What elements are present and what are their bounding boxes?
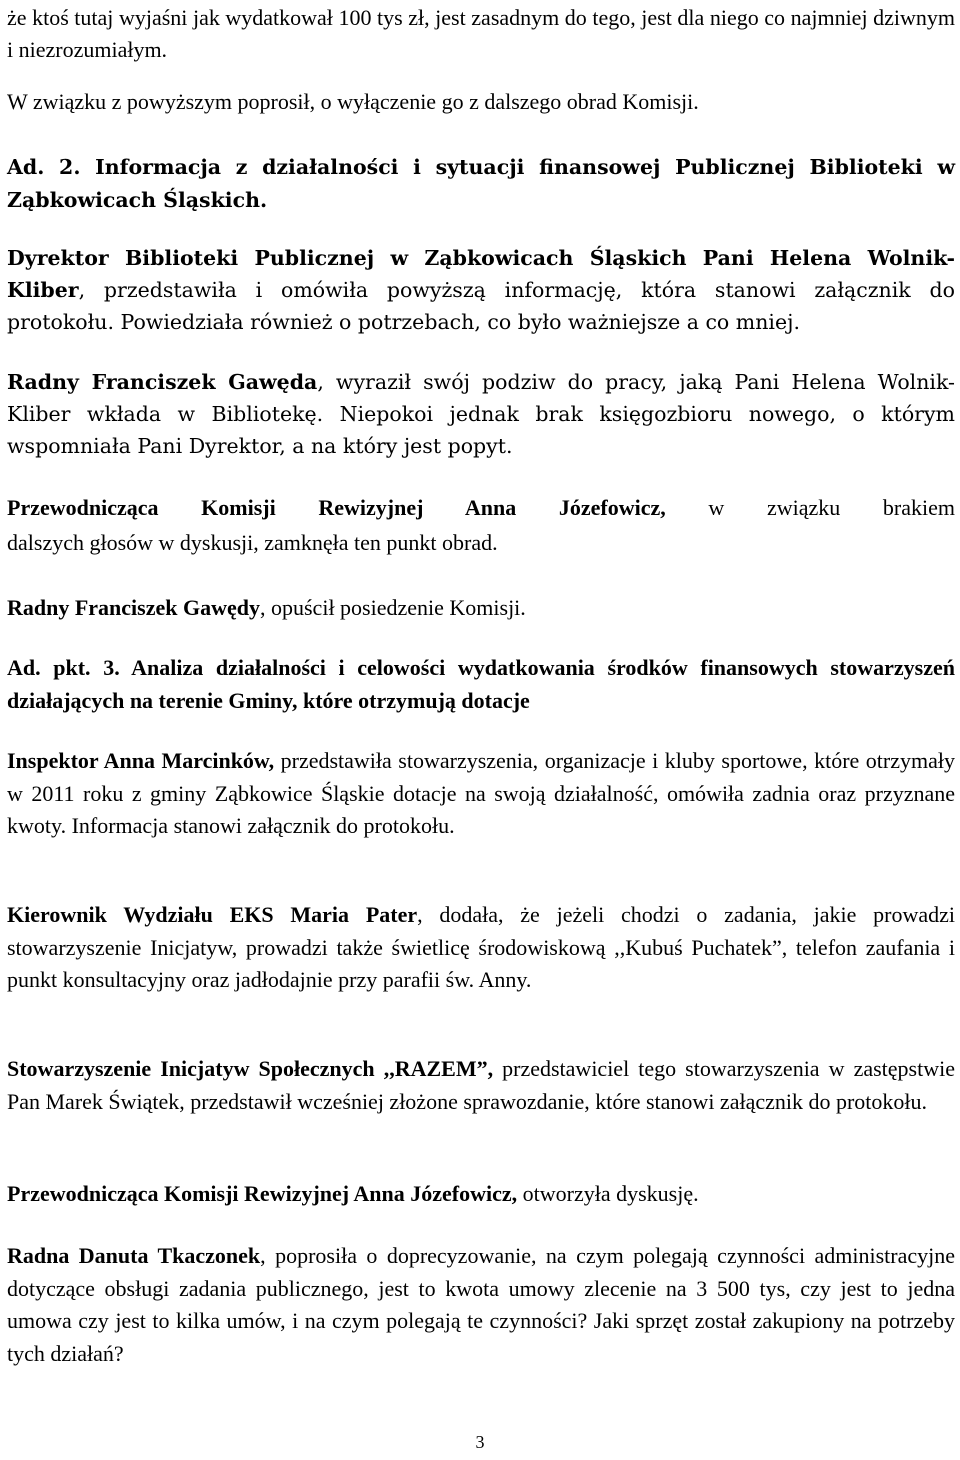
- speaker-name: Stowarzyszenie Inicjatyw Społecznych ,,RAZEM”,: [7, 1056, 494, 1081]
- paragraph-text: w związku brakiem: [665, 495, 955, 520]
- paragraph-text-tail: Niepokoi jednak brak księgozbioru nowego, o którym wspomniała Pani Dyrektor, a na który jest popyt.: [7, 402, 956, 458]
- heading-line-1: Ad. 2. Informacja z działalności i sytuacji finansowej Publicznej Biblioteki w: [7, 155, 955, 179]
- paragraph-text: , opuścił posiedzenie Komisji.: [260, 595, 526, 620]
- paragraph-text: że ktoś tutaj wyjaśni jak wydatkował 100 tys zł, jest zasadnym do tego, jest dla niego co najmniej dziwnym i niezrozumiałym.: [7, 5, 955, 62]
- speaker-name: Przewodnicząca Komisji Rewizyjnej Anna Józefowicz,: [7, 1181, 518, 1206]
- agenda-item-2-heading: [7, 151, 955, 216]
- paragraph-department-head: [7, 899, 955, 997]
- paragraph-chair-closing: [7, 490, 955, 560]
- agenda-item-3-heading: [7, 652, 955, 717]
- paragraph-text: , przedstawiła i omówiła powyższą informację, która stanowi załącznik do protokołu.: [7, 278, 955, 334]
- paragraph-text: , poprosiła o doprecyzowanie, na czym polegają czynności administracyjne dotyczące obsługi zadania publicznego, jest to kwota umowy zlecenie na 3 500 tys, czy jest to jedna umowa czy jest to kilka umów, i na czym polegają te czynności? Jaki sprzęt został zakupiony na potrzeby tych działań?: [7, 1243, 955, 1366]
- paragraph-text-tail: Powiedziała również o potrzebach, co było ważniejsze a co mniej.: [113, 310, 800, 334]
- paragraph-director-report: [7, 242, 955, 338]
- paragraph-continuation: [7, 2, 955, 66]
- paragraph-withdrawal: [7, 86, 955, 119]
- paragraph-line-2: dalszych głosów w dyskusji, zamknęła ten punkt obrad.: [7, 530, 498, 555]
- paragraph-text: przedstawiła stowarzyszenia, organizacje i kluby sportowe, które otrzymały w 2011 roku z gminy Ząbkowice Śląskie dotacje na swoją działalność, omówiła zadnia oraz przyznane kwoty. Informacja stanowi załącznik do protokołu.: [7, 748, 955, 838]
- paragraph-councillor-left: [7, 592, 955, 625]
- speaker-name: Radna Danuta Tkaczonek: [7, 1243, 261, 1268]
- paragraph-association-razem: [7, 1053, 955, 1118]
- paragraph-chair-opening: [7, 1178, 955, 1211]
- speaker-name: Radny Franciszek Gawęda: [7, 370, 318, 394]
- paragraph-text: otworzyła dyskusję.: [517, 1181, 699, 1206]
- speaker-name: Kierownik Wydziału EKS Maria Pater: [7, 902, 418, 927]
- speaker-name: Dyrektor Biblioteki Publicznej w Ząbkowicach Śląskich Pani Helena Wolnik-Kliber: [7, 246, 955, 302]
- paragraph-line-1: [7, 490, 955, 525]
- paragraph-text: , dodała, że jeżeli chodzi o zadania, jakie prowadzi stowarzyszenie Inicjatyw, prowadzi także świetlicę środowiskową ,,Kubuś Puchatek”, telefon zaufania i punkt konsultacyjny oraz jadłodajnie przy parafii św. Anny.: [7, 902, 955, 992]
- paragraph-text: W związku z powyższym poprosił, o wyłączenie go z dalszego obrad Komisji.: [7, 89, 699, 114]
- heading-text: Ad. pkt. 3. Analiza działalności i celowości wydatkowania środków finansowych stowarzyszeń działających na terenie Gminy, które otrzymują dotacje: [7, 655, 955, 713]
- paragraph-text: przedstawiciel tego stowarzyszenia w zastępstwie Pan Marek Świątek, przedstawił wcześniej złożone sprawozdanie, które stanowi załącznik do protokołu.: [7, 1056, 955, 1114]
- paragraph-text: , wyraził swój podziw do pracy, jaką Pani Helena Wolnik- Kliber wkłada w Bibliotekę.: [7, 370, 955, 426]
- paragraph-inspector-report: [7, 745, 955, 843]
- page-number: 3: [475, 1432, 485, 1452]
- paragraph-councillor-gaweda: [7, 366, 955, 462]
- speaker-name: Inspektor Anna Marcinków,: [7, 748, 275, 773]
- speaker-name: Radny Franciszek Gawędy: [7, 595, 260, 620]
- paragraph-councillor-tkaczonek: [7, 1240, 955, 1370]
- heading-line-2: Ząbkowicach Śląskich.: [7, 187, 268, 212]
- speaker-name: Przewodnicząca Komisji Rewizyjnej Anna Józefowicz,: [7, 495, 666, 520]
